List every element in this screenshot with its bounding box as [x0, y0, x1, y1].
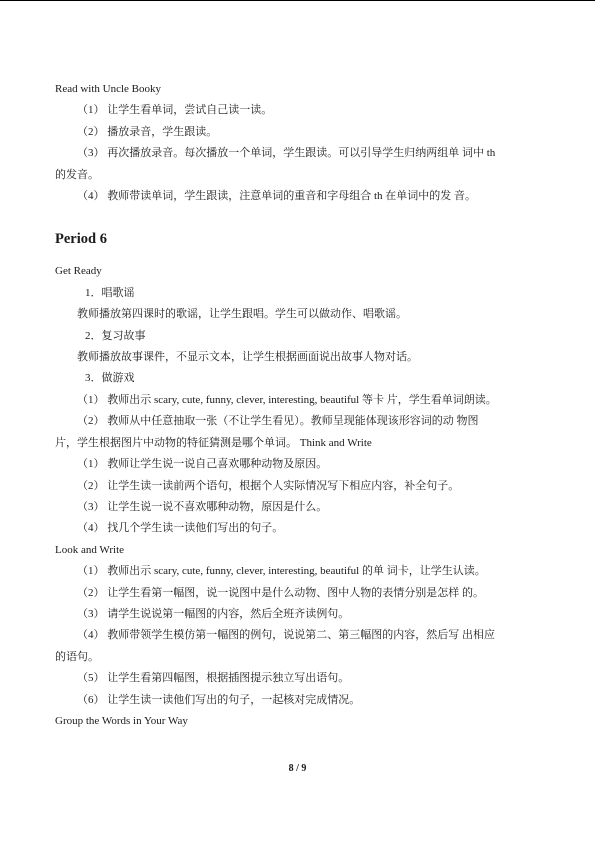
list-item: （4） 找几个学生读一读他们写出的句子。 — [77, 522, 284, 535]
page-top-rule — [0, 0, 595, 1]
step-text: 教师播放故事课件，不显示文本，让学生根据画面说出故事人物对话。 — [77, 351, 418, 364]
list-item: （3） 让学生说一说不喜欢哪种动物，原因是什么。 — [77, 500, 328, 513]
list-item: （1） 教师出示 scary, cute, funny, clever, interesting, beautiful 的单 词卡，让学生认读。 — [77, 565, 486, 578]
section-title-group-the-words: Group the Words in Your Way — [55, 714, 188, 727]
document-body — [55, 79, 545, 732]
list-item: （2） 让学生看第一幅图，说一说图中是什么动物、图中人物的表情分别是怎样 的。 — [77, 586, 484, 599]
step-title: 3．做游戏 — [85, 372, 135, 385]
step-text: 教师播放第四课时的歌谣，让学生跟唱。学生可以做动作、唱歌谣。 — [77, 308, 407, 321]
section-title-look-and-write: Look and Write — [55, 543, 125, 556]
section-title-read-with-uncle-booky: Read with Uncle Booky — [55, 83, 162, 95]
step-title: 2．复习故事 — [85, 329, 146, 342]
list-item-continuation: 片，学生根据图片中动物的特征猜测是哪个单词。 Think and Write — [55, 436, 372, 449]
list-item: （2） 播放录音，学生跟读。 — [77, 125, 218, 138]
step-title: 1．唱歌谣 — [85, 286, 135, 299]
list-item: （2） 让学生读一读前两个语句，根据个人实际情况写下相应内容，补全句子。 — [77, 479, 460, 492]
list-item: （5） 让学生看第四幅图，根据插图提示独立写出语句。 — [77, 672, 350, 685]
list-item: （3） 再次播放录音。每次播放一个单词，学生跟读。可以引导学生归纳两组单 词中 th — [77, 147, 496, 160]
page-number: 8 / 9 — [288, 763, 307, 774]
list-item: （1） 教师让学生说一说自己喜欢哪种动物及原因。 — [77, 458, 328, 471]
list-item: （6） 让学生读一读他们写出的句子，一起核对完成情况。 — [77, 693, 361, 706]
list-item: （4） 教师带领学生模仿第一幅图的例句，说说第二、第三幅图的内容，然后写 出相应 — [77, 629, 495, 642]
list-item: （2） 教师从中任意抽取一张（不让学生看见）。教师呈现能体现该形容词的动 物图 — [77, 415, 479, 428]
list-item-continuation: 的语句。 — [55, 650, 99, 663]
list-item: （4） 教师带读单词，学生跟读，注意单词的重音和字母组合 th 在单词中的发 音。 — [77, 190, 477, 203]
list-item-continuation: 的发音。 — [55, 168, 99, 181]
section-title-get-ready: Get Ready — [55, 265, 102, 278]
list-item: （1） 教师出示 scary, cute, funny, clever, interesting, beautiful 等卡 片，学生看单词朗读。 — [77, 393, 497, 406]
list-item: （3） 请学生说说第一幅图的内容，然后全班齐读例句。 — [77, 607, 350, 620]
list-item: （1） 让学生看单词，尝试自己读一读。 — [77, 104, 273, 117]
period-heading: Period 6 — [55, 231, 107, 248]
